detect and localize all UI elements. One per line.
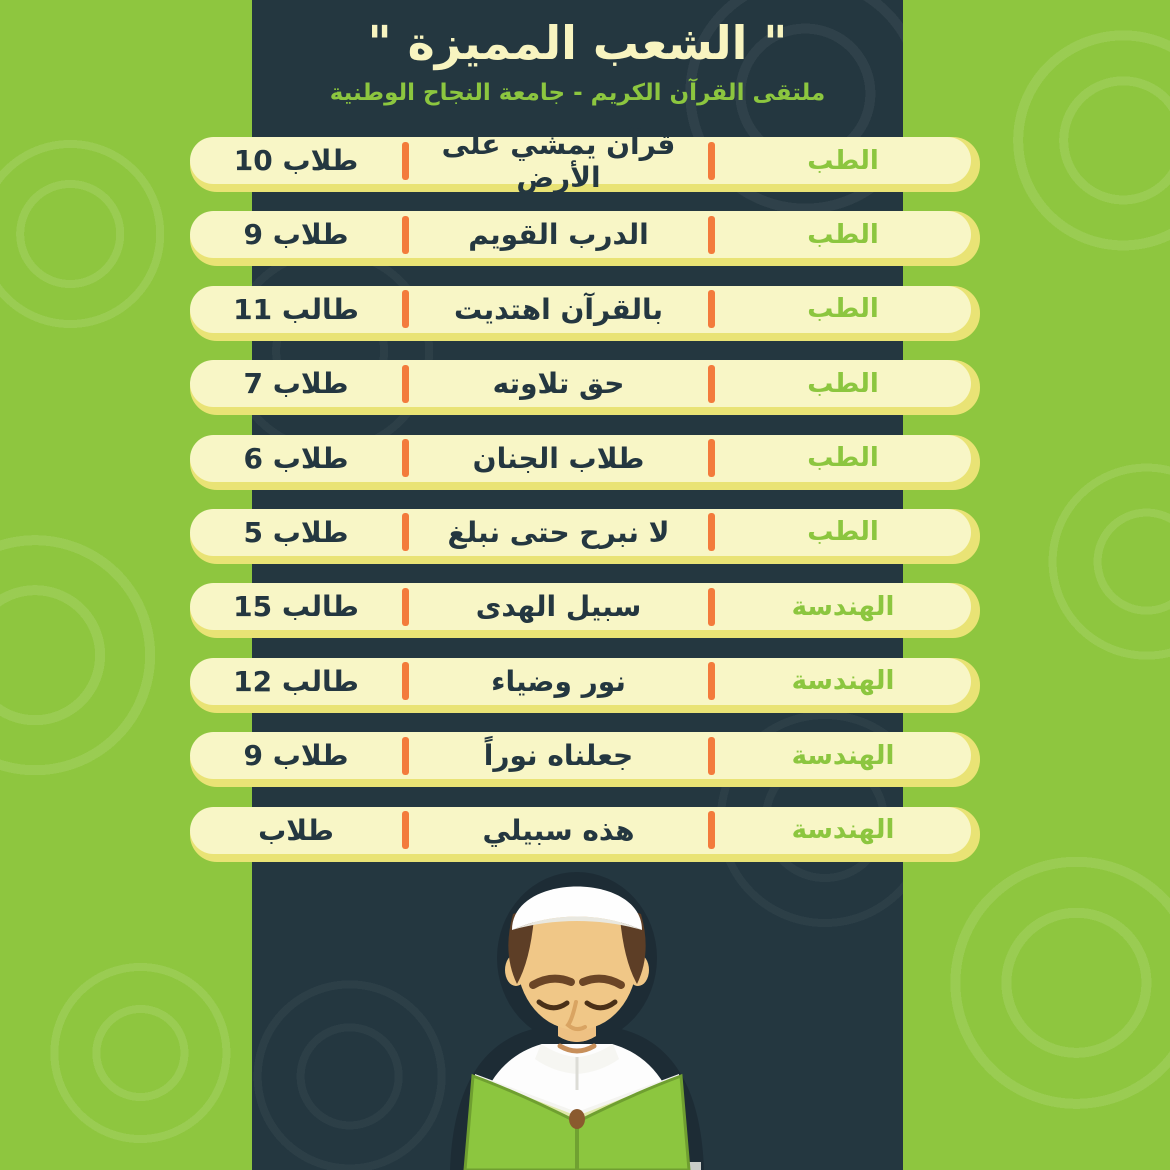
- divider-bar: [708, 588, 715, 626]
- category-cell: الهندسة: [791, 666, 895, 697]
- section-name-cell: قرآن يمشي على الأرض: [441, 127, 676, 194]
- row-content: [190, 360, 971, 407]
- divider-bar: [708, 439, 715, 477]
- divider-bar: [708, 290, 715, 328]
- student-count-cell: 7 طلاب: [243, 367, 349, 401]
- row-content: [190, 127, 971, 194]
- divider-bar: [708, 142, 715, 180]
- row-content: [190, 435, 971, 482]
- row-content: [190, 286, 971, 333]
- student-count-cell: 5 طلاب: [243, 515, 349, 549]
- header: [252, 14, 903, 106]
- divider-bar: [708, 513, 715, 551]
- page-subtitle: ملتقى القرآن الكريم - جامعة النجاح الوطنية: [329, 79, 826, 106]
- category-cell: الطب: [807, 294, 879, 325]
- category-cell: الطب: [807, 517, 879, 548]
- divider-bar: [402, 365, 409, 403]
- table-row: [190, 583, 980, 638]
- page-title: " الشعب المميزة ": [367, 16, 788, 70]
- category-cell: الطب: [807, 368, 879, 399]
- table-row: [190, 658, 980, 713]
- section-name-cell: هذه سبيلي: [482, 813, 635, 847]
- table-row: [190, 509, 980, 564]
- table-row: [190, 211, 980, 266]
- student-count-cell: 10 طلاب: [233, 144, 359, 177]
- sections-list: [190, 127, 980, 862]
- divider-bar: [402, 662, 409, 700]
- row-content: [190, 658, 971, 705]
- divider-bar: [402, 142, 409, 180]
- quran-reader-illustration: [395, 868, 765, 1170]
- student-count-cell: 9 طلاب: [243, 218, 349, 252]
- category-cell: الهندسة: [791, 815, 895, 846]
- table-row: [190, 286, 980, 341]
- divider-bar: [402, 737, 409, 775]
- section-name-cell: سبيل الهدى: [475, 590, 642, 624]
- table-row: [190, 807, 980, 862]
- section-name-cell: نور وضياء: [491, 664, 626, 698]
- category-cell: الطب: [807, 443, 879, 474]
- row-content: [190, 583, 971, 630]
- table-row: [190, 360, 980, 415]
- divider-bar: [708, 811, 715, 849]
- divider-bar: [402, 513, 409, 551]
- row-content: [190, 807, 971, 854]
- row-content: [190, 211, 971, 258]
- student-count-cell: 11 طالب: [233, 292, 359, 326]
- row-content: [190, 732, 971, 779]
- table-row: [190, 435, 980, 490]
- divider-bar: [402, 439, 409, 477]
- row-content: [190, 509, 971, 556]
- divider-bar: [402, 811, 409, 849]
- section-name-cell: جعلناه نوراً: [483, 739, 634, 773]
- student-count-cell: 9 طلاب: [243, 739, 349, 773]
- table-row: [190, 732, 980, 787]
- category-cell: الهندسة: [791, 740, 895, 771]
- student-count-cell: 12 طالب: [233, 664, 359, 698]
- category-cell: الهندسة: [791, 591, 895, 622]
- section-name-cell: طلاب الجنان: [472, 441, 645, 475]
- divider-bar: [402, 216, 409, 254]
- student-count-cell: 15 طالب: [233, 590, 359, 624]
- divider-bar: [708, 216, 715, 254]
- divider-bar: [708, 662, 715, 700]
- category-cell: الطب: [807, 219, 879, 250]
- table-row: [190, 127, 980, 194]
- divider-bar: [708, 365, 715, 403]
- divider-bar: [402, 290, 409, 328]
- divider-bar: [708, 737, 715, 775]
- section-name-cell: الدرب القويم: [468, 218, 649, 252]
- student-count-cell: طلاب: [258, 813, 334, 847]
- section-name-cell: بالقرآن اهتديت: [453, 292, 664, 326]
- section-name-cell: حق تلاوته: [492, 367, 625, 401]
- divider-bar: [402, 588, 409, 626]
- section-name-cell: لا نبرح حتى نبلغ: [447, 515, 670, 549]
- category-cell: الطب: [807, 145, 879, 176]
- student-count-cell: 6 طلاب: [243, 441, 349, 475]
